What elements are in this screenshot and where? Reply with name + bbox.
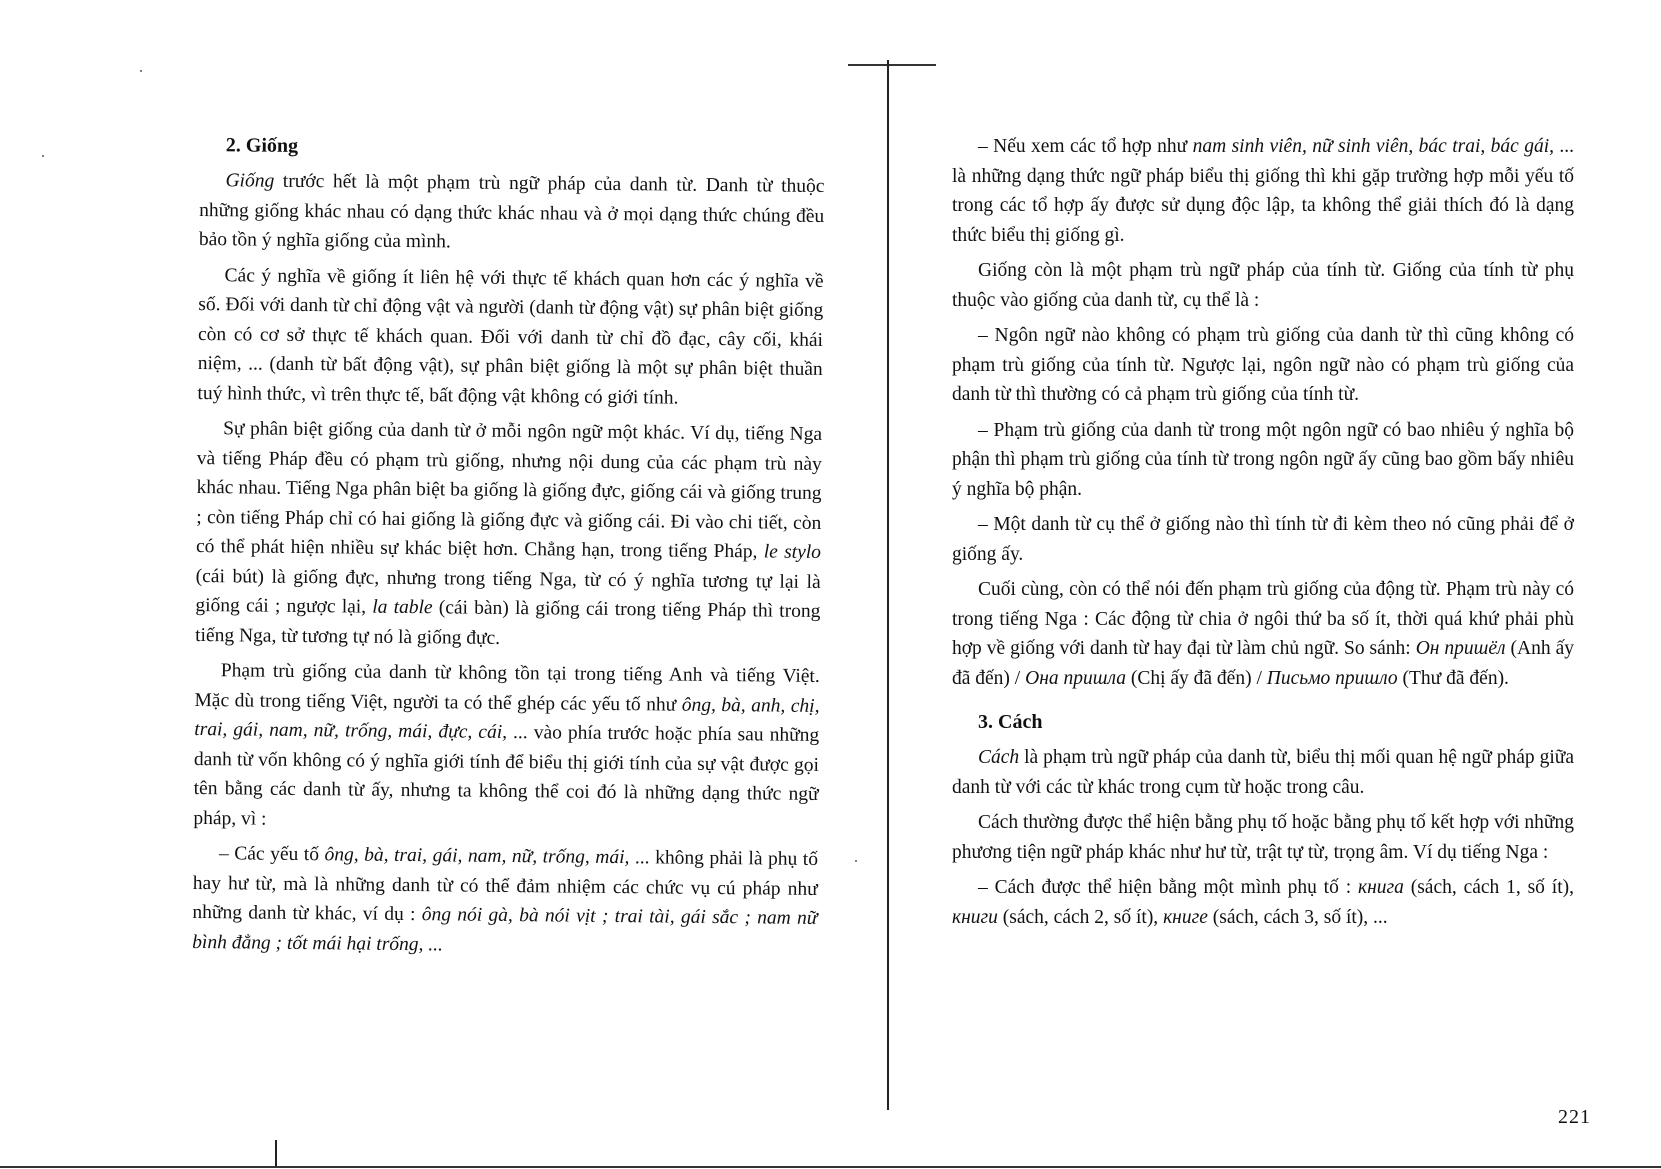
russian-example: Письмо пришло xyxy=(1266,667,1398,689)
scan-speck xyxy=(140,70,142,72)
paragraph: – Phạm trù giống của danh từ trong một ngôn ngữ có bao nhiêu ý nghĩa bộ phận thì phạm trù giống của tính từ trong ngôn ngữ ấy cũng bao gồm bấy nhiêu ý nghĩa bộ phận. xyxy=(952,419,1574,500)
text: ... là những dạng thức ngữ pháp biểu thị giống thì khi gặp trường hợp mỗi yếu tố trong các tổ hợp ấy được sử dụng độc lập, ta không thể giải thích đó là dạng thức biểu thị giống gì. xyxy=(952,136,1575,246)
right-page-text xyxy=(952,132,1574,938)
russian-example: книга xyxy=(1357,877,1404,898)
paragraph xyxy=(952,132,1574,250)
paragraph xyxy=(199,166,825,260)
text: (sách, cách 1, số ít), xyxy=(1403,877,1574,898)
paragraph xyxy=(193,656,820,839)
text: (Thư đã đến). xyxy=(1397,667,1509,689)
right-page xyxy=(880,0,1661,1169)
text: (cái bút) là giống đực, nhưng trong tiếng Nga, từ có ý nghĩa tương tự lại là giống cái ; ngược lại, xyxy=(195,565,821,618)
page-number: 221 xyxy=(1558,1106,1591,1128)
scan-speck xyxy=(855,860,857,862)
text: (Anh ấy đã đến) / xyxy=(952,638,1574,689)
text: – Các yếu tố xyxy=(218,843,325,866)
paragraph: Cách thường được thể hiện bằng phụ tố hoặc bằng phụ tố kết hợp với những phương tiện ngữ pháp khác như hư từ, trật tự từ, trọng âm. Ví dụ tiếng Nga : xyxy=(952,812,1574,863)
term-italic: Giống xyxy=(225,170,275,192)
text: – Nếu xem các tổ hợp như xyxy=(978,136,1193,157)
text: (sách, cách 3, số ít), ... xyxy=(1207,906,1388,928)
paragraph xyxy=(952,743,1574,802)
paragraph: Giống còn là một phạm trù ngữ pháp của tính từ. Giống của tính từ phụ thuộc vào giống của danh từ, cụ thể là : xyxy=(952,260,1574,311)
section-heading-case: 3. Cách xyxy=(978,711,1043,733)
example-italic: nam sinh viên, nữ sinh viên, bác trai, bác gái, xyxy=(1192,136,1554,157)
text: là phạm trù ngữ pháp của danh từ, biểu thị mối quan hệ ngữ pháp giữa danh từ với các từ khác trong cụm từ hoặc trong câu. xyxy=(952,747,1574,798)
example-italic: la table xyxy=(372,596,433,619)
paragraph xyxy=(952,575,1574,693)
text: (Chị ấy đã đến) / xyxy=(1125,667,1267,689)
example-italic: ông, bà, anh, chị, trai, gái, nam, nữ, trống, mái, đực, cái, xyxy=(194,694,820,743)
paragraph: – Một danh từ cụ thể ở giống nào thì tính từ đi kèm theo nó cũng phải để ở giống ấy. xyxy=(952,514,1574,565)
left-page-text xyxy=(192,130,825,969)
term-italic: Cách xyxy=(978,747,1020,768)
text: ... vào phía trước hoặc phía sau những danh từ vốn không có ý nghĩa giới tính để biểu thị giới tính của sự vật được gọi tên bằng các danh từ ấy, nhưng ta không thể coi đó là những dạng thức ngữ pháp, vì : xyxy=(193,721,820,830)
example-italic: ông nói gà, bà nói vịt ; trai tài, gái sắc ; nam nữ bình đẳng ; tốt mái hại trống, ... xyxy=(192,904,818,955)
text: Phạm trù giống của danh từ không tồn tại trong tiếng Anh và tiếng Việt. Mặc dù trong tiếng Việt, người ta có thể ghép các yếu tố như xyxy=(194,660,820,716)
margin-mark xyxy=(275,1140,277,1168)
russian-example: Он пришёл xyxy=(1415,638,1506,659)
paragraph xyxy=(192,839,818,963)
bottom-edge-line xyxy=(0,1166,1661,1168)
text: (sách, cách 2, số ít), xyxy=(997,906,1164,928)
russian-example: книге xyxy=(1163,906,1208,928)
section-heading-gender: 2. Giống xyxy=(225,134,299,157)
russian-example: Она пришла xyxy=(1025,667,1126,689)
text: (cái bàn) là giống cái trong tiếng Pháp thì trong tiếng Nga, từ tương tự nó là giống đực. xyxy=(195,597,821,649)
paragraph: Các ý nghĩa về giống ít liên hệ với thực tế khách quan hơn các ý nghĩa về số. Đối với danh từ chỉ động vật và người (danh từ động vật) sự phân biệt giống còn có cơ sở thực tế khách quan. Đối với danh từ chỉ đồ đạc, cây cối, khái niệm, ... (danh từ bất động vật), sự phân biệt giống là một sự phân biệt thuần tuý hình thức, vì trên thực tế, bất động vật không có giới tính. xyxy=(197,264,824,409)
text: Sự phân biệt giống của danh từ ở mỗi ngôn ngữ một khác. Ví dụ, tiếng Nga và tiếng Pháp đều có phạm trù giống, nhưng nội dung của các phạm trù này khác nhau. Tiếng Nga phân biệt ba giống là giống đực, giống cái và giống trung ; còn tiếng Pháp chỉ có hai giống là giống đực và giống cái. Đi vào chi tiết, còn có thể phát hiện nhiều sự khác biệt hơn. Chẳng hạn, trong tiếng Pháp, xyxy=(195,418,823,563)
text: trước hết là một phạm trù ngữ pháp của danh từ. Danh từ thuộc những giống khác nhau có dạng thức khác nhau và ở mọi dạng thức chúng đều bảo tồn ý nghĩa giống của mình. xyxy=(198,170,825,253)
text: Cuối cùng, còn có thể nói đến phạm trù giống của động từ. Phạm trù này có trong tiếng Nga : Các động từ chia ở ngôi thứ ba số ít, thời quá khứ phải phù hợp về giống với danh từ hay đại từ làm chủ ngữ. So sánh: xyxy=(952,579,1574,659)
scan-speck xyxy=(42,155,44,157)
text: – Cách được thể hiện bằng một mình phụ tố : xyxy=(978,877,1358,898)
text: ... không phải là phụ tố hay hư từ, mà là những danh từ có thể đảm nhiệm các chức vụ cú pháp như những danh từ khác, ví dụ : xyxy=(192,847,819,926)
paragraph xyxy=(195,414,822,656)
russian-example: книги xyxy=(952,906,998,928)
example-italic: le stylo xyxy=(763,541,822,563)
paragraph: – Ngôn ngữ nào không có phạm trù giống của danh từ thì cũng không có phạm trù giống của tính từ. Ngược lại, ngôn ngữ nào có phạm trù giống của danh từ thì thường có cả phạm trù giống của tính từ. xyxy=(952,325,1574,405)
paragraph xyxy=(952,873,1574,932)
example-italic: ông, bà, trai, gái, nam, nữ, trống, mái, xyxy=(324,844,630,869)
